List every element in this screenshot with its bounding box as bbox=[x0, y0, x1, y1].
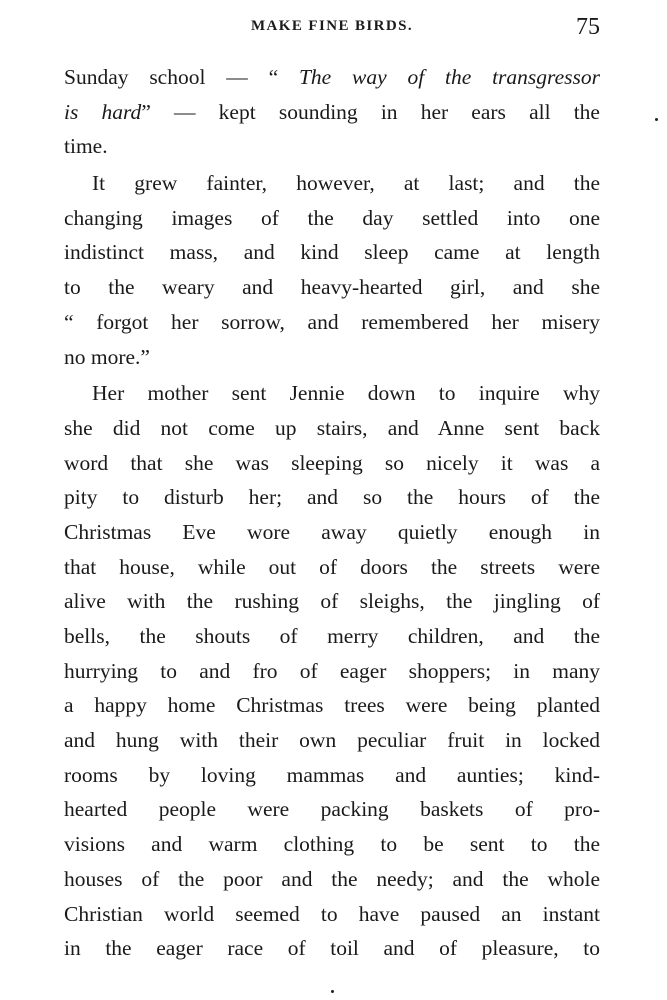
body-text bbox=[64, 60, 600, 966]
text-line bbox=[64, 340, 600, 375]
line-text: Christian world seemed to have paused an instant bbox=[64, 901, 600, 926]
line-text: Her mother sent Jennie down to inquire why bbox=[92, 381, 600, 406]
line-text: Christmas Eve wore away quietly enough in bbox=[64, 519, 600, 544]
text-line bbox=[64, 515, 600, 550]
text-line bbox=[64, 270, 600, 305]
text-line bbox=[64, 619, 600, 654]
line-text: indistinct mass, and kind sleep came at length bbox=[64, 240, 600, 265]
line-text: in the eager race of toil and of pleasure, to bbox=[64, 936, 600, 961]
text-line bbox=[64, 688, 600, 723]
italic-phrase: The way of the transgressor bbox=[298, 65, 600, 89]
text-line bbox=[64, 411, 600, 446]
line-text: no more.” bbox=[64, 344, 150, 369]
italic-phrase: is hard bbox=[64, 99, 142, 124]
text-line bbox=[64, 827, 600, 862]
text-line bbox=[64, 201, 600, 236]
line-text: “ forgot her sorrow, and remembered her misery bbox=[64, 309, 600, 334]
text-line bbox=[64, 166, 600, 201]
line-text: and hung with their own peculiar fruit in locked bbox=[64, 728, 600, 753]
text-line bbox=[64, 480, 600, 515]
line-text: word that she was sleeping so nicely it was a bbox=[64, 450, 600, 475]
line-text: visions and warm clothing to be sent to the bbox=[64, 832, 600, 857]
line-text: bells, the shouts of merry children, and the bbox=[64, 624, 600, 648]
line-text: Sunday school — “ bbox=[64, 65, 299, 89]
line-text: houses of the poor and the needy; and the whole bbox=[64, 866, 600, 891]
line-text: ” — kept sounding in her ears all the bbox=[141, 99, 600, 124]
text-line bbox=[64, 723, 600, 758]
line-text: changing images of the day settled into one bbox=[64, 205, 600, 230]
text-line bbox=[64, 550, 600, 585]
line-text: time. bbox=[64, 134, 108, 159]
line-text: rooms by loving mammas and aunties; kind- bbox=[64, 762, 600, 787]
running-title: MAKE FINE BIRDS. bbox=[251, 18, 413, 34]
line-text: that house, while out of doors the streets were bbox=[64, 554, 600, 579]
text-line bbox=[64, 376, 600, 411]
text-line bbox=[64, 129, 600, 164]
text-line bbox=[64, 446, 600, 481]
text-line bbox=[64, 758, 600, 793]
text-line bbox=[64, 792, 600, 827]
text-line bbox=[64, 95, 600, 130]
text-line bbox=[64, 897, 600, 932]
line-text: alive with the rushing of sleighs, the jingling of bbox=[64, 589, 600, 614]
text-line bbox=[64, 931, 600, 966]
text-line bbox=[64, 584, 600, 619]
text-line bbox=[64, 654, 600, 689]
page-number: 75 bbox=[576, 14, 600, 40]
line-text: hurrying to and fro of eager shoppers; in many bbox=[64, 658, 600, 683]
ink-speck bbox=[331, 990, 334, 993]
line-text: It grew fainter, however, at last; and the bbox=[92, 171, 600, 196]
line-text: to the weary and heavy-hearted girl, and she bbox=[64, 275, 600, 300]
text-line bbox=[64, 60, 600, 95]
text-line bbox=[64, 235, 600, 270]
text-line bbox=[64, 862, 600, 897]
line-text: she did not come up stairs, and Anne sent back bbox=[64, 415, 600, 440]
running-head bbox=[64, 16, 600, 46]
ink-speck bbox=[655, 118, 658, 121]
line-text: hearted people were packing baskets of pro- bbox=[64, 797, 600, 822]
line-text: pity to disturb her; and so the hours of the bbox=[64, 485, 600, 510]
text-line bbox=[64, 305, 600, 340]
line-text: a happy home Christmas trees were being planted bbox=[64, 693, 600, 718]
